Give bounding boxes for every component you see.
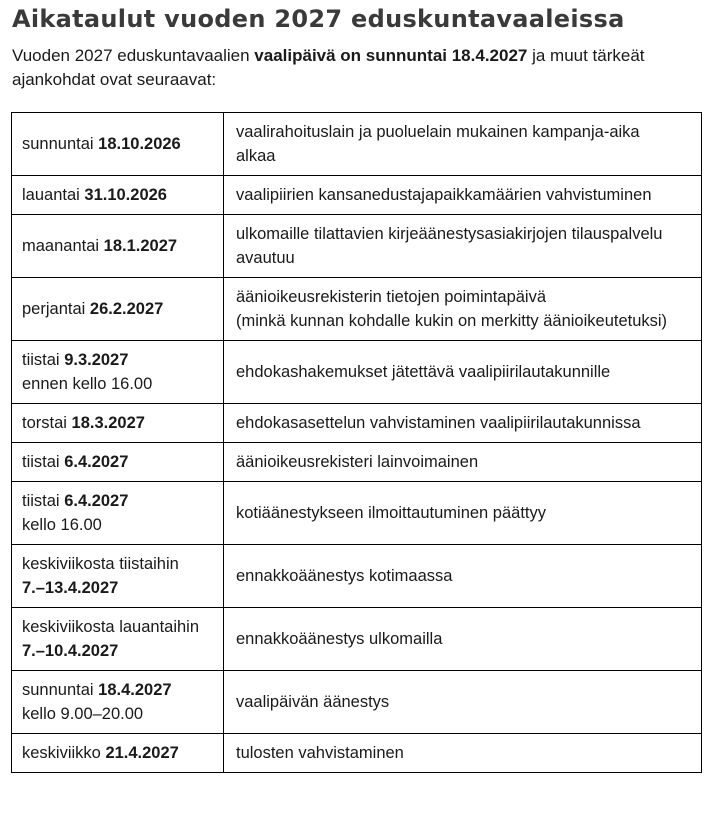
intro-paragraph xyxy=(12,44,692,92)
table-row xyxy=(12,671,702,734)
weekday-text: tiistai xyxy=(22,492,65,510)
date-cell xyxy=(12,608,224,671)
page-title: Aikataulut vuoden 2027 eduskuntavaaleissa xyxy=(12,5,625,33)
table-row xyxy=(12,482,702,545)
weekday-text: torstai xyxy=(22,414,72,432)
table-row xyxy=(12,443,702,482)
table-row xyxy=(12,113,702,176)
description-text: vaalipäivän äänestys xyxy=(236,693,390,711)
date-text: 18.10.2026 xyxy=(98,135,181,153)
description-cell xyxy=(224,443,702,482)
date-cell xyxy=(12,443,224,482)
date-text: 31.10.2026 xyxy=(84,186,167,204)
description-text: kotiäänestykseen ilmoittautuminen päättyy xyxy=(236,504,547,522)
weekday-text: keskiviikko xyxy=(22,744,106,762)
date-text: 7.–13.4.2027 xyxy=(22,579,119,597)
description-cell xyxy=(224,113,702,176)
date-cell xyxy=(12,278,224,341)
table-row xyxy=(12,215,702,278)
description-text: tulosten vahvistaminen xyxy=(236,744,404,762)
date-cell xyxy=(12,215,224,278)
schedule-table-body xyxy=(12,113,702,773)
description-text: vaalirahoituslain ja puoluelain mukainen kampanja-aika alkaa xyxy=(236,123,640,165)
description-text: (minkä kunnan kohdalle kukin on merkitty äänioikeutetuksi) xyxy=(236,312,668,330)
description-text: ehdokasasettelun vahvistaminen vaalipiirilautakunnissa xyxy=(236,414,641,432)
description-cell xyxy=(224,482,702,545)
description-cell xyxy=(224,215,702,278)
date-text: 9.3.2027 xyxy=(64,351,129,369)
date-text: 6.4.2027 xyxy=(64,453,129,471)
table-row xyxy=(12,608,702,671)
description-cell xyxy=(224,278,702,341)
date-cell xyxy=(12,176,224,215)
description-text: äänioikeusrekisterin tietojen poimintapäivä xyxy=(236,288,547,306)
date-text: 18.4.2027 xyxy=(98,681,172,699)
date-text: 6.4.2027 xyxy=(64,492,129,510)
date-text: 18.1.2027 xyxy=(103,237,178,255)
description-text: ennakkoäänestys kotimaassa xyxy=(236,567,453,585)
table-row xyxy=(12,734,702,773)
time-text: kello 9.00–20.00 xyxy=(22,705,144,723)
weekday-text: sunnuntai xyxy=(22,135,99,153)
description-cell xyxy=(224,671,702,734)
date-text: 26.2.2027 xyxy=(89,300,164,318)
description-cell xyxy=(224,734,702,773)
time-text: ennen kello 16.00 xyxy=(22,375,153,393)
weekday-text: lauantai xyxy=(22,186,85,204)
date-cell xyxy=(12,113,224,176)
date-cell xyxy=(12,671,224,734)
date-cell xyxy=(12,341,224,404)
weekday-text: tiistai xyxy=(22,351,65,369)
description-text: ehdokashakemukset jätettävä vaalipiirilautakunnille xyxy=(236,363,611,381)
description-cell xyxy=(224,545,702,608)
schedule-table xyxy=(11,112,702,773)
time-text: kello 16.00 xyxy=(22,516,102,534)
description-text: ennakkoäänestys ulkomailla xyxy=(236,630,443,648)
description-text: äänioikeusrekisteri lainvoimainen xyxy=(236,453,479,471)
date-cell xyxy=(12,545,224,608)
intro-text-start: Vuoden 2027 eduskuntavaalien xyxy=(12,46,255,65)
table-row xyxy=(12,404,702,443)
description-text: vaalipiirien kansanedustajapaikkamäärien vahvistuminen xyxy=(236,186,652,204)
weekday-text: tiistai xyxy=(22,453,65,471)
description-cell xyxy=(224,176,702,215)
date-text: 7.–10.4.2027 xyxy=(22,642,119,660)
description-cell xyxy=(224,404,702,443)
weekday-text: maanantai xyxy=(22,237,104,255)
date-cell xyxy=(12,404,224,443)
date-text: 18.3.2027 xyxy=(71,414,145,432)
table-row xyxy=(12,341,702,404)
weekday-text: sunnuntai xyxy=(22,681,99,699)
weekday-text: keskiviikosta tiistaihin xyxy=(22,555,179,573)
intro-election-day: vaalipäivä on sunnuntai 18.4.2027 xyxy=(254,46,528,65)
weekday-text: keskiviikosta lauantaihin xyxy=(22,618,200,636)
weekday-text: perjantai xyxy=(22,300,90,318)
description-cell xyxy=(224,341,702,404)
date-cell xyxy=(12,482,224,545)
table-row xyxy=(12,278,702,341)
date-text: 21.4.2027 xyxy=(105,744,179,762)
table-row xyxy=(12,176,702,215)
intro-text-end: ja muut tärkeät ajankohdat ovat seuraavat: xyxy=(12,46,645,89)
description-cell xyxy=(224,608,702,671)
date-cell xyxy=(12,734,224,773)
description-text: ulkomaille tilattavien kirjeäänestysasiakirjojen tilauspalvelu avautuu xyxy=(236,225,663,267)
table-row xyxy=(12,545,702,608)
